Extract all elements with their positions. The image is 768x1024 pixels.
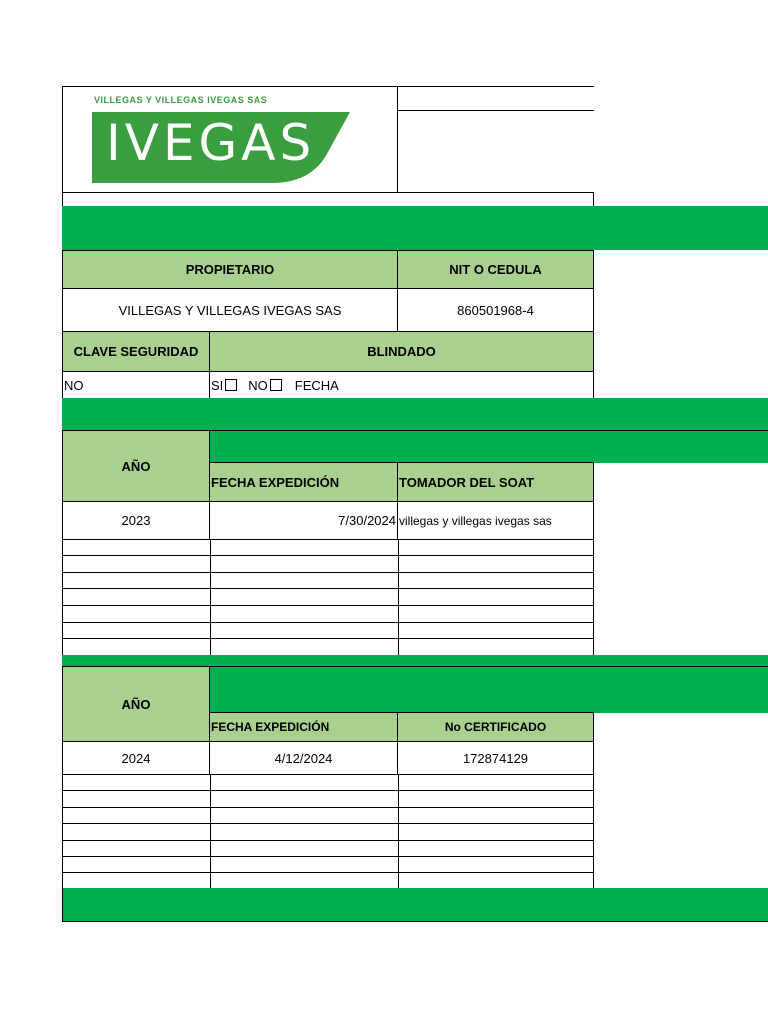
table-row [63,790,594,791]
section-band-1 [62,206,768,250]
armored-date-label: FECHA [294,377,339,393]
table-row [63,823,594,824]
soat-date-header: FECHA EXPEDICIÓN [209,462,398,502]
armored-no-checkbox[interactable] [270,379,282,391]
cert-year-header: AÑO [62,666,210,742]
table-row [63,588,594,589]
nit-header: NIT O CEDULA [397,250,594,289]
soat-date-value: 7/30/2024 [209,501,398,540]
table-row [63,572,594,573]
cert-number-value: 172874129 [397,741,594,775]
table-row [63,555,594,556]
table-row [63,872,594,873]
security-key-value: NO [62,371,210,399]
cert-number-header: No CERTIFICADO [397,712,594,742]
cert-date-header: FECHA EXPEDICIÓN [209,712,398,742]
nit-value: 860501968-4 [397,288,594,332]
company-logo [92,97,352,185]
armored-options [209,371,594,399]
soat-title-band [209,430,768,463]
cert-year-value: 2024 [62,741,210,775]
table-row [63,605,594,606]
cert-title-band [209,666,768,713]
cert-empty-rows [62,774,594,889]
armored-yes-checkbox[interactable] [225,379,237,391]
table-row [63,807,594,808]
soat-taker-header: TOMADOR DEL SOAT [397,462,594,502]
section-band-4 [62,888,768,922]
owner-value: VILLEGAS Y VILLEGAS IVEGAS SAS [62,288,398,332]
table-row [63,622,594,623]
header-divider [397,86,398,193]
soat-year-value: 2023 [62,501,210,540]
soat-year-header: AÑO [62,430,210,502]
table-row [63,840,594,841]
cert-date-value: 4/12/2024 [209,741,398,775]
table-row [63,638,594,639]
logo-small-text: VILLEGAS Y VILLEGAS IVEGAS SAS [94,95,268,105]
header-right-line [397,110,594,111]
logo-text: IVEGAS [106,114,316,172]
armored-no-label: NO [248,377,268,393]
armored-yes-label: SI [211,377,224,393]
spacer-row [62,193,594,207]
soat-taker-value: villegas y villegas ivegas sas [397,501,594,540]
table-row [63,856,594,857]
section-band-2 [62,398,768,431]
security-key-header: CLAVE SEGURIDAD [62,331,210,372]
owner-header: PROPIETARIO [62,250,398,289]
soat-empty-rows [62,539,594,656]
armored-header: BLINDADO [209,331,594,372]
